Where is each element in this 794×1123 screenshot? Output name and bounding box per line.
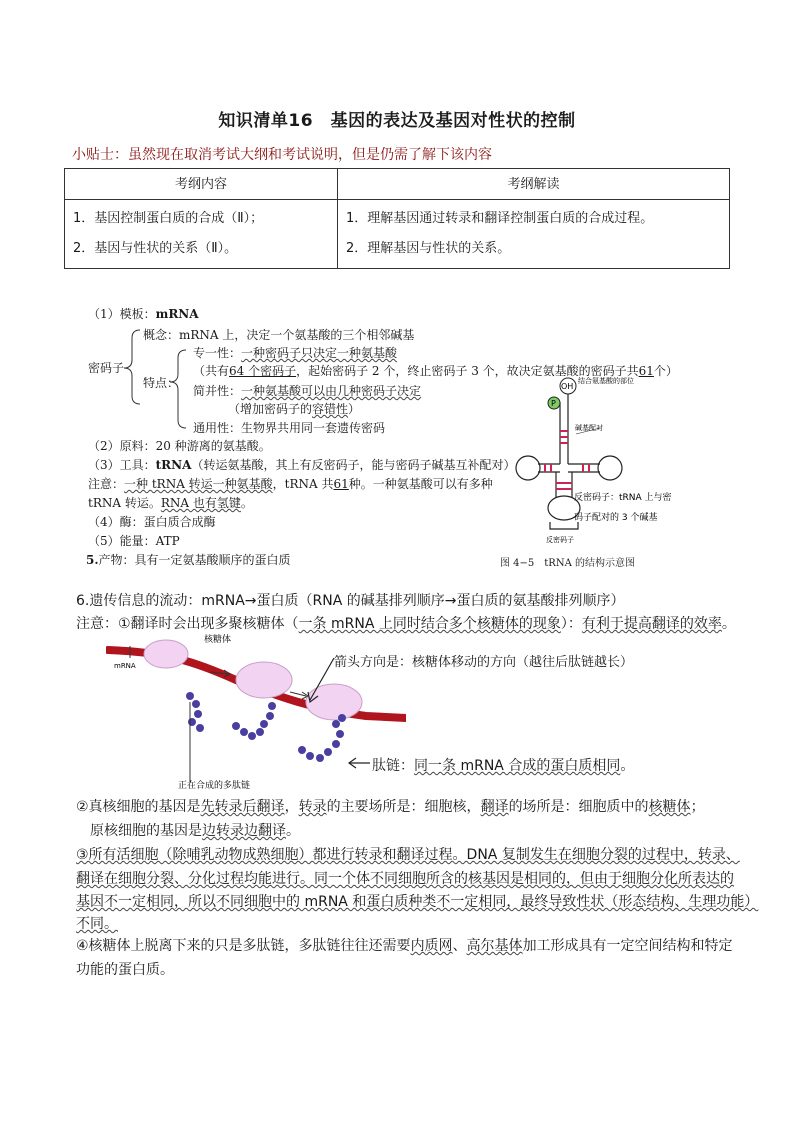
universality-line: 通用性：生物界共用同一套遗传密码 — [193, 421, 386, 435]
oh-label: OH — [561, 382, 574, 391]
table-header-content: 考纲内容 — [65, 169, 338, 200]
codon-traits-label: 特点： — [143, 376, 180, 390]
ribosome-label: 核糖体 — [204, 635, 232, 645]
content-item: 1．基因控制蛋白质的合成（Ⅱ）； — [73, 211, 264, 226]
codon-label: 密码子 — [88, 361, 125, 375]
growing-chain-label: 正在合成的多肽链 — [178, 781, 251, 791]
raw-material-line: （2）原料：20 种游离的氨基酸。 — [88, 439, 271, 453]
ribosome — [236, 662, 292, 698]
polyribosome-note: 注意：①翻译时会出现多聚核糖体（一条 mRNA 上同时结合多个核糖体的现象）：有利于提高翻译的效率。 — [76, 616, 736, 632]
specificity-line: 专一性：一种密码子只决定一种氨基酸 — [193, 346, 398, 360]
table-cell-content — [65, 200, 338, 269]
trna-caption: 图 4−5 tRNA 的结构示意图 — [500, 558, 635, 569]
anticodon-label: 反密码子 — [546, 536, 574, 544]
degeneracy-note: （增加密码子的容错性） — [228, 402, 361, 416]
base-pair-marks — [544, 430, 590, 490]
codon-count-line: （共有64 个密码子，起始密码子 2 个，终止密码子 3 个，故决定氨基酸的密码子共61个） — [193, 364, 678, 378]
mrna-label: mRNA — [114, 662, 136, 670]
point-3-line-3: 基因不一定相同，所以不同细胞中的 mRNA 和蛋白质种类不一定相同，最终导致性状（形态结构、生理功能） — [76, 894, 759, 910]
point-2-prokaryote: 原核细胞的基因是边转录边翻译。 — [90, 823, 300, 839]
interpretation-item: 2．理解基因与性状的关系。 — [346, 241, 511, 256]
table-header-interpretation: 考纲解读 — [338, 169, 730, 200]
anticodon-desc-1: 反密码子：tRNA 上与密 — [574, 493, 672, 503]
anticodon-desc-2: 码子配对的 3 个碱基 — [574, 513, 658, 523]
peptide-note: 肽链：同一条 mRNA 合成的蛋白质相同。 — [372, 758, 635, 774]
tip-note: 小贴士：虽然现在取消考试大纲和考试说明，但是仍需了解下该内容 — [72, 147, 492, 163]
trna-structure-diagram — [500, 372, 730, 552]
point-4: ④核糖体上脱离下来的只是多肽链，多肽链往往还需要内质网、高尔基体加工形成具有一定空间结构和特定 — [76, 938, 733, 954]
interpretation-item: 1．理解基因通过转录和翻译控制蛋白质的合成过程。 — [346, 211, 654, 226]
info-flow-line: 6.遗传信息的流动：mRNA→蛋白质（RNA 的碱基排列顺序→蛋白质的氨基酸排列顺序） — [76, 593, 625, 609]
degeneracy-line: 简并性：一种氨基酸可以由几种密码子决定 — [193, 384, 422, 398]
point-4-line-2: 功能的蛋白质。 — [76, 962, 174, 978]
tool-line: （3）工具：tRNA（转运氨基酸，其上有反密码子，能与密码子碱基互补配对） — [88, 458, 516, 472]
trna-note-1: 注意：一种 tRNA 转运一种氨基酸，tRNA 共61种。一种氨基酸可以有多种 — [88, 477, 493, 491]
template-line: （1）模板：mRNA — [88, 307, 199, 321]
point-3-line-1: ③所有活细胞（除哺乳动物成熟细胞）都进行转录和翻译过程。DNA 复制发生在细胞分裂的过程中，转录、 — [76, 847, 740, 863]
codon-concept: 概念：mRNA 上，决定一个氨基酸的三个相邻碱基 — [143, 328, 415, 342]
energy-line: （5）能量：ATP — [88, 534, 180, 548]
p-label: P — [551, 399, 556, 408]
table-cell-interpretation — [338, 200, 730, 269]
content-item: 2．基因与性状的关系（Ⅱ）。 — [73, 241, 238, 256]
page-title: 知识清单16 基因的表达及基因对性状的控制 — [218, 111, 576, 131]
point-2: ②真核细胞的基因是先转录后翻译，转录的主要场所是：细胞核，翻译的场所是：细胞质中的核糖体； — [76, 799, 705, 815]
product-line: 5.产物：具有一定氨基酸顺序的蛋白质 — [86, 553, 291, 567]
point-3-line-4: 不同。 — [76, 916, 118, 932]
arrow-direction-note: 箭头方向是：核糖体移动的方向（越往后肽链越长） — [334, 655, 634, 670]
peptide-arrow — [346, 756, 372, 770]
pairing-label: 碱基配对 — [575, 424, 603, 432]
arrow-pointer — [304, 652, 338, 712]
ribosome — [144, 640, 188, 668]
aa-site-label: 结合氨基酸的部位 — [578, 377, 634, 385]
enzyme-line: （4）酶：蛋白质合成酶 — [88, 515, 216, 529]
point-3-line-2: 翻译在细胞分裂、分化过程均能进行。同一个体不同细胞所含的核基因是相同的，但由于细胞分化所表达的 — [76, 871, 734, 887]
trna-note-2: tRNA 转运。RNA 也有氢键。 — [88, 496, 253, 510]
exam-outline-table — [64, 168, 730, 269]
